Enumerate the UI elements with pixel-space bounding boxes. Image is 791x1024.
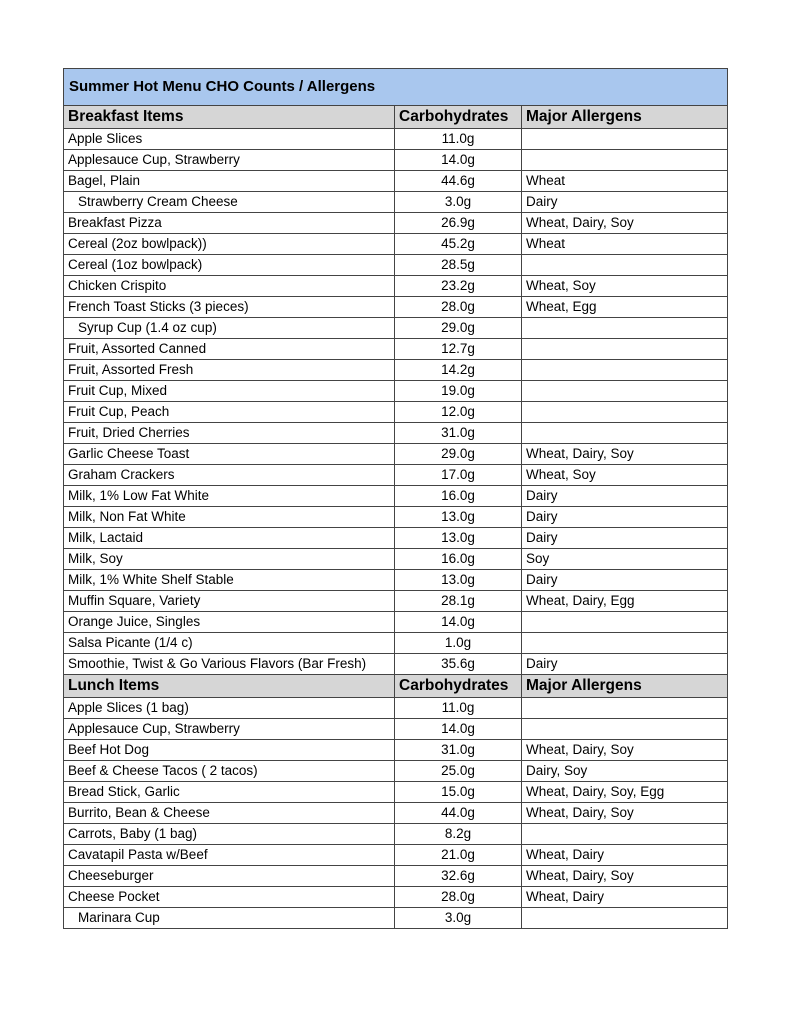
carb-count: 19.0g [395, 381, 522, 402]
item-name: Bagel, Plain [64, 171, 395, 192]
carb-count: 45.2g [395, 234, 522, 255]
allergens: Dairy, Soy [522, 761, 728, 782]
item-name: Cavatapil Pasta w/Beef [64, 845, 395, 866]
item-name: Milk, Non Fat White [64, 507, 395, 528]
table-row [64, 402, 728, 423]
item-name: Beef Hot Dog [64, 740, 395, 761]
table-row [64, 276, 728, 297]
carb-count: 13.0g [395, 528, 522, 549]
allergens: Wheat, Dairy, Soy [522, 866, 728, 887]
table-row [64, 803, 728, 824]
title-row [64, 69, 728, 106]
allergens-header: Major Allergens [522, 675, 728, 698]
section-heading: Breakfast Items [64, 106, 395, 129]
item-name: Fruit Cup, Mixed [64, 381, 395, 402]
table-row [64, 297, 728, 318]
table-row [64, 234, 728, 255]
table-row [64, 570, 728, 591]
table-row [64, 887, 728, 908]
carb-count: 13.0g [395, 507, 522, 528]
table-row [64, 213, 728, 234]
allergens: Wheat, Dairy, Soy [522, 740, 728, 761]
carb-count: 35.6g [395, 654, 522, 675]
table-row [64, 339, 728, 360]
allergens: Wheat, Dairy, Soy [522, 803, 728, 824]
carb-count: 26.9g [395, 213, 522, 234]
item-name: Muffin Square, Variety [64, 591, 395, 612]
carbohydrates-header: Carbohydrates [395, 106, 522, 129]
carb-count: 32.6g [395, 866, 522, 887]
allergens [522, 824, 728, 845]
carb-count: 31.0g [395, 423, 522, 444]
table-row [64, 465, 728, 486]
section-header-row [64, 106, 728, 129]
carb-count: 14.2g [395, 360, 522, 381]
table-row [64, 654, 728, 675]
item-name: French Toast Sticks (3 pieces) [64, 297, 395, 318]
allergens [522, 402, 728, 423]
allergens [522, 698, 728, 719]
carb-count: 29.0g [395, 318, 522, 339]
carb-count: 16.0g [395, 486, 522, 507]
carb-count: 11.0g [395, 698, 522, 719]
item-name: Beef & Cheese Tacos ( 2 tacos) [64, 761, 395, 782]
item-name: Breakfast Pizza [64, 213, 395, 234]
section-header-row [64, 675, 728, 698]
allergens: Dairy [522, 654, 728, 675]
table-row [64, 444, 728, 465]
table-body [64, 69, 728, 929]
carb-count: 28.5g [395, 255, 522, 276]
cho-allergen-table [63, 68, 728, 929]
table-row [64, 908, 728, 929]
allergens: Wheat, Dairy, Soy [522, 213, 728, 234]
carb-count: 12.7g [395, 339, 522, 360]
item-name: Burrito, Bean & Cheese [64, 803, 395, 824]
table-row [64, 782, 728, 803]
table-row [64, 318, 728, 339]
carb-count: 28.0g [395, 887, 522, 908]
item-name: Carrots, Baby (1 bag) [64, 824, 395, 845]
allergens [522, 423, 728, 444]
table-row [64, 507, 728, 528]
carb-count: 3.0g [395, 908, 522, 929]
item-name: Chicken Crispito [64, 276, 395, 297]
carb-count: 12.0g [395, 402, 522, 423]
carb-count: 44.6g [395, 171, 522, 192]
carb-count: 14.0g [395, 719, 522, 740]
item-name: Apple Slices (1 bag) [64, 698, 395, 719]
item-name: Graham Crackers [64, 465, 395, 486]
allergens [522, 360, 728, 381]
allergens: Wheat, Soy [522, 465, 728, 486]
table-row [64, 255, 728, 276]
table-row [64, 192, 728, 213]
item-name: Fruit, Dried Cherries [64, 423, 395, 444]
allergens: Wheat, Dairy [522, 887, 728, 908]
allergens: Dairy [522, 486, 728, 507]
allergens: Wheat, Dairy, Egg [522, 591, 728, 612]
item-name: Fruit Cup, Peach [64, 402, 395, 423]
carb-count: 14.0g [395, 150, 522, 171]
section-heading: Lunch Items [64, 675, 395, 698]
allergens [522, 633, 728, 654]
table-row [64, 866, 728, 887]
allergens: Wheat, Soy [522, 276, 728, 297]
allergens: Wheat, Dairy, Soy [522, 444, 728, 465]
table-row [64, 719, 728, 740]
table-row [64, 360, 728, 381]
allergens [522, 381, 728, 402]
carb-count: 21.0g [395, 845, 522, 866]
item-name: Bread Stick, Garlic [64, 782, 395, 803]
allergens: Dairy [522, 192, 728, 213]
table-row [64, 740, 728, 761]
item-name: Applesauce Cup, Strawberry [64, 150, 395, 171]
carb-count: 28.0g [395, 297, 522, 318]
item-name: Cheese Pocket [64, 887, 395, 908]
allergens [522, 318, 728, 339]
table-row [64, 612, 728, 633]
carb-count: 17.0g [395, 465, 522, 486]
carb-count: 3.0g [395, 192, 522, 213]
item-name: Milk, 1% Low Fat White [64, 486, 395, 507]
item-name: Apple Slices [64, 129, 395, 150]
item-name: Syrup Cup (1.4 oz cup) [64, 318, 395, 339]
item-name: Milk, Lactaid [64, 528, 395, 549]
item-name: Orange Juice, Singles [64, 612, 395, 633]
item-name: Strawberry Cream Cheese [64, 192, 395, 213]
table-row [64, 845, 728, 866]
table-row [64, 761, 728, 782]
carb-count: 28.1g [395, 591, 522, 612]
table-row [64, 486, 728, 507]
item-name: Smoothie, Twist & Go Various Flavors (Bar Fresh) [64, 654, 395, 675]
allergens: Wheat, Dairy [522, 845, 728, 866]
table-row [64, 423, 728, 444]
allergens-header: Major Allergens [522, 106, 728, 129]
item-name: Fruit, Assorted Fresh [64, 360, 395, 381]
carb-count: 11.0g [395, 129, 522, 150]
carb-count: 25.0g [395, 761, 522, 782]
carb-count: 15.0g [395, 782, 522, 803]
allergens [522, 908, 728, 929]
carb-count: 14.0g [395, 612, 522, 633]
carb-count: 29.0g [395, 444, 522, 465]
table-row [64, 549, 728, 570]
item-name: Fruit, Assorted Canned [64, 339, 395, 360]
item-name: Cheeseburger [64, 866, 395, 887]
item-name: Applesauce Cup, Strawberry [64, 719, 395, 740]
table-row [64, 591, 728, 612]
item-name: Milk, Soy [64, 549, 395, 570]
allergens: Wheat, Dairy, Soy, Egg [522, 782, 728, 803]
allergens: Dairy [522, 528, 728, 549]
carb-count: 8.2g [395, 824, 522, 845]
carb-count: 44.0g [395, 803, 522, 824]
item-name: Cereal (1oz bowlpack) [64, 255, 395, 276]
table-row [64, 698, 728, 719]
table-row [64, 129, 728, 150]
allergens: Dairy [522, 507, 728, 528]
item-name: Marinara Cup [64, 908, 395, 929]
carbohydrates-header: Carbohydrates [395, 675, 522, 698]
table-row [64, 528, 728, 549]
allergens: Wheat [522, 234, 728, 255]
table-row [64, 150, 728, 171]
allergens: Dairy [522, 570, 728, 591]
allergens: Wheat [522, 171, 728, 192]
allergens: Wheat, Egg [522, 297, 728, 318]
carb-count: 13.0g [395, 570, 522, 591]
item-name: Garlic Cheese Toast [64, 444, 395, 465]
carb-count: 16.0g [395, 549, 522, 570]
carb-count: 1.0g [395, 633, 522, 654]
allergens [522, 129, 728, 150]
table-row [64, 171, 728, 192]
allergens [522, 339, 728, 360]
allergens [522, 719, 728, 740]
carb-count: 23.2g [395, 276, 522, 297]
page-title: Summer Hot Menu CHO Counts / Allergens [64, 69, 728, 106]
table-row [64, 381, 728, 402]
item-name: Cereal (2oz bowlpack)) [64, 234, 395, 255]
table-row [64, 633, 728, 654]
allergens [522, 150, 728, 171]
table-row [64, 824, 728, 845]
allergens [522, 255, 728, 276]
allergens: Soy [522, 549, 728, 570]
item-name: Salsa Picante (1/4 c) [64, 633, 395, 654]
carb-count: 31.0g [395, 740, 522, 761]
allergens [522, 612, 728, 633]
item-name: Milk, 1% White Shelf Stable [64, 570, 395, 591]
menu-sheet [63, 68, 727, 929]
